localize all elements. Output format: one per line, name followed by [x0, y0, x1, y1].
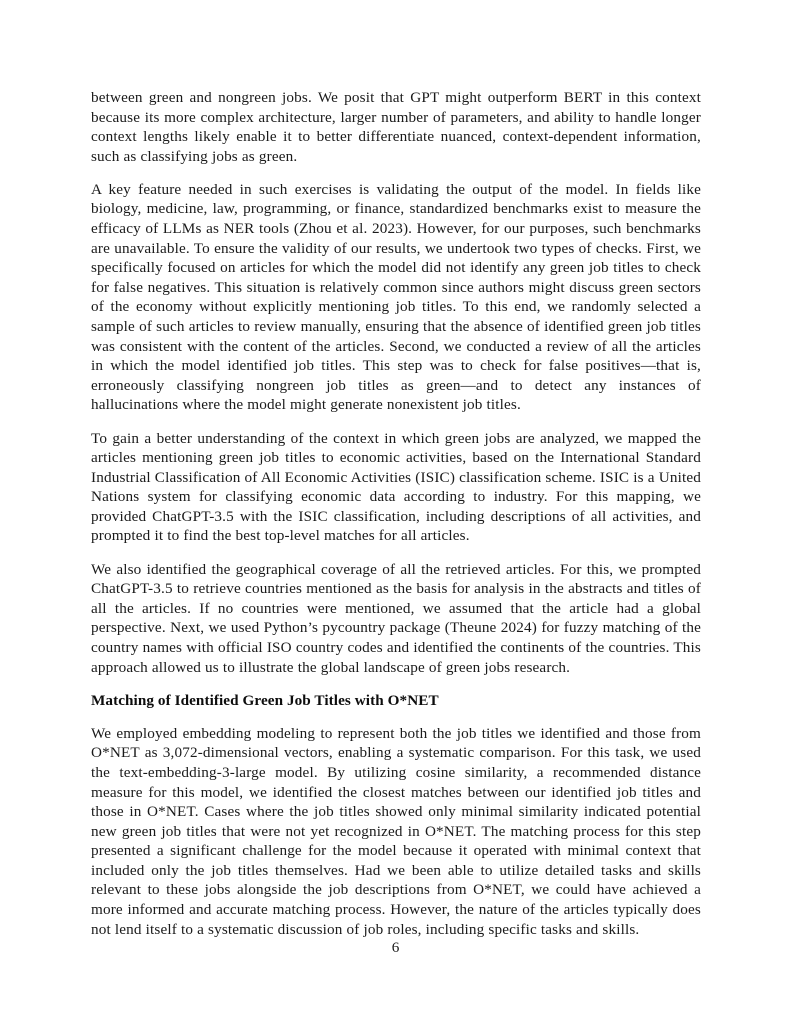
section-heading: Matching of Identified Green Job Titles with O*NET	[91, 691, 439, 709]
page-number: 6	[391, 939, 400, 956]
body-paragraph: We also identified the geographical coverage of all the retrieved articles. For this, we prompted ChatGPT-3.5 to retrieve countries mentioned as the basis for analysis in the abstracts and titles of all the articles. If no countries were mentioned, we assumed that the article had a global perspective. Next, we used Python’s pycountry package (Theune 2024) for fuzzy matching of the country names with official ISO country codes and identified the continents of the countries. This approach allowed us to illustrate the global landscape of green jobs research.	[91, 560, 701, 676]
body-paragraph: between green and nongreen jobs. We posit that GPT might outperform BERT in this context because its more complex architecture, larger number of parameters, and ability to handle longer context lengths likely enable it to better differentiate nuanced, context-dependent information, such as classifying jobs as green.	[91, 89, 701, 165]
body-paragraph: A key feature needed in such exercises is validating the output of the model. In fields like biology, medicine, law, programming, or finance, standardized benchmarks exist to measure the efficacy of LLMs as NER tools (Zhou et al. 2023). However, for our purposes, such benchmarks are unavailable. To ensure the validity of our results, we undertook two types of checks. First, we specifically focused on articles for which the model did not identify any green job titles to check for false negatives. This situation is relatively common since authors might discuss green sectors of the economy without explicitly mentioning job titles. To this end, we randomly selected a sample of such articles to review manually, ensuring that the absence of identified green job titles was consistent with the content of the articles. Second, we conducted a review of all the articles in which the model identified job titles. This step was to check for false positives—that is, erroneously classifying nongreen job titles as green—and to detect any instances of hallucinations where the model might generate nonexistent job titles.	[91, 180, 701, 414]
body-paragraph: To gain a better understanding of the context in which green jobs are analyzed, we mapped the articles mentioning green job titles to economic activities, based on the International Standard Industrial Classification of All Economic Activities (ISIC) classification scheme. ISIC is a United Nations system for classifying economic data according to industry. For this mapping, we provided ChatGPT-3.5 with the ISIC classification, including descriptions of all activities, and prompted it to find the best top-level matches for all articles.	[91, 429, 701, 545]
body-paragraph: We employed embedding modeling to represent both the job titles we identified and those from O*NET as 3,072-dimensional vectors, enabling a systematic comparison. For this task, we used the text-embedding-3-large model. By utilizing cosine similarity, a recommended distance measure for this model, we identified the closest matches between our identified job titles and those in O*NET. Cases where the job titles showed only minimal similarity indicated potential new green job titles that were not yet recognized in O*NET. The matching process for this step presented a significant challenge for the model because it operated with minimal context that included only the job titles themselves. Had we been able to utilize detailed tasks and skills relevant to these jobs alongside the job descriptions from O*NET, we could have achieved a more informed and accurate matching process. However, the nature of the articles typically does not lend itself to a systematic discussion of job roles, including specific tasks and skills.	[91, 724, 701, 938]
page-content-body	[91, 88, 701, 939]
